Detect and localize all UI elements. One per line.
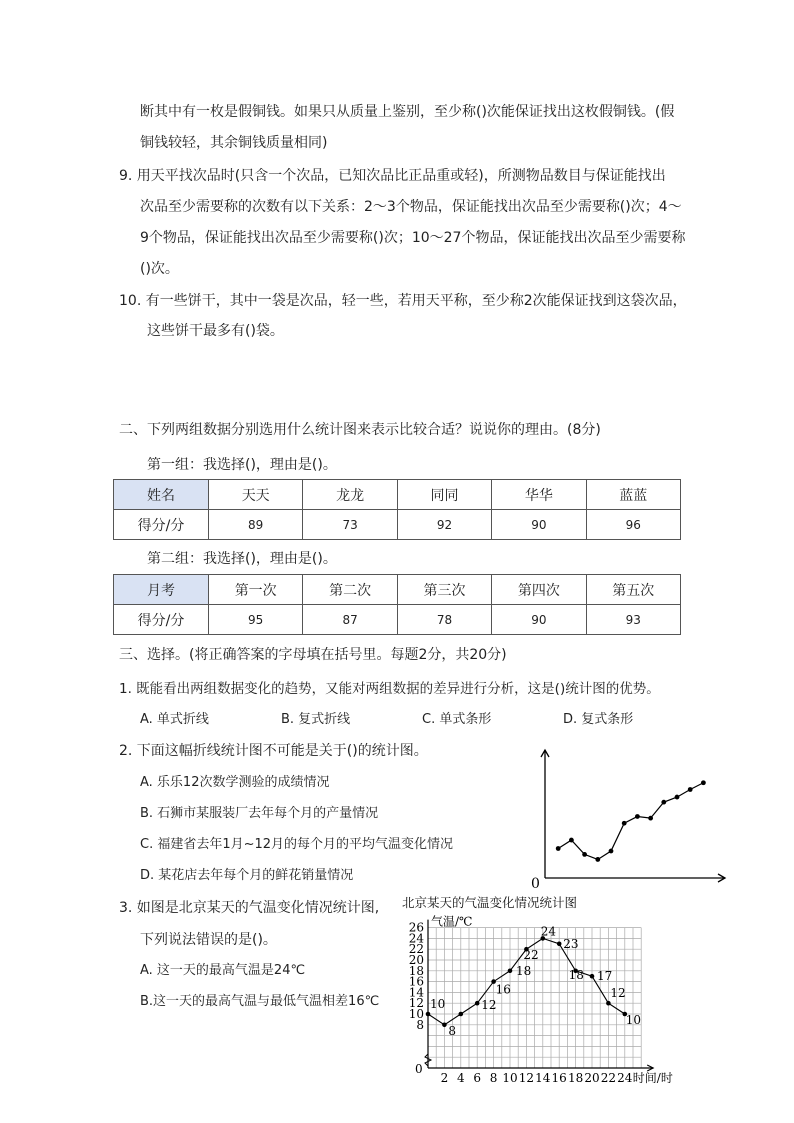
table2-header-cell: 第二次 <box>303 575 397 605</box>
y-tick-label: 18 <box>408 963 424 978</box>
point-label: 10 <box>430 997 446 1011</box>
data-point <box>701 780 706 785</box>
data-point <box>595 857 600 862</box>
q8-line-2: 铜钱较轻，其余铜钱质量相同) <box>140 135 328 151</box>
x-tick-label: 14 <box>535 1071 551 1085</box>
q3-2-text: 2. 下面这幅折线统计图不可能是关于()的统计图。 <box>119 743 428 759</box>
table2-cell: 93 <box>586 605 680 635</box>
y-tick-label: 20 <box>408 953 424 967</box>
table1-header-cell: 同同 <box>397 480 491 510</box>
y-tick-label: 10 <box>408 1007 424 1021</box>
table2-header-cell: 月考 <box>114 575 209 605</box>
point-label: 17 <box>597 969 613 984</box>
q9-line-2: 次品至少需要称的次数有以下关系：2～3个物品，保证能找出次品至少需要称()次；4～ <box>140 199 682 215</box>
x-tick-label: 22 <box>600 1071 617 1085</box>
data-point <box>590 974 595 979</box>
q3-1-text: 1. 既能看出两组数据变化的趋势，又能对两组数据的差异进行分析，这是()统计图的优势。 <box>119 681 660 697</box>
score-table-2 <box>113 574 681 635</box>
table2-cell: 78 <box>397 605 491 635</box>
x-tick-label: 2 <box>440 1071 449 1085</box>
origin-label: 0 <box>531 876 540 892</box>
table1-header-cell: 华华 <box>492 480 586 510</box>
temperature-line-chart <box>398 893 688 1090</box>
point-label: 18 <box>568 967 584 982</box>
x-tick-label: 4 <box>456 1071 465 1085</box>
data-point <box>557 942 562 947</box>
table1-cell: 96 <box>586 510 680 540</box>
y-tick-label: 8 <box>416 1017 424 1032</box>
q10-line-1: 10. 有一些饼干，其中一袋是次品，轻一些，若用天平称，至少称2次能保证找到这袋次品， <box>119 293 687 309</box>
data-point <box>688 787 693 792</box>
x-tick-label: 24 <box>617 1071 633 1085</box>
group2-prompt: 第二组：我选择()，理由是()。 <box>147 551 337 567</box>
table1-cell: 90 <box>492 510 586 540</box>
table1-cell: 92 <box>397 510 491 540</box>
q3-2-option-c: C. 福建省去年1月~12月的每个月的平均气温变化情况 <box>140 837 454 852</box>
q3-2-option-a: A. 乐乐12次数学测验的成绩情况 <box>140 775 330 790</box>
data-point <box>556 846 561 851</box>
point-label: 24 <box>540 924 557 939</box>
q9-line-3: 9个物品，保证能找出次品至少需要称()次；10～27个物品，保证能找出次品至少需要称 <box>140 230 686 246</box>
data-point <box>569 838 574 843</box>
q3-3-line-1: 3. 如图是北京某天的气温变化情况统计图, <box>119 900 380 916</box>
table2-cell: 95 <box>209 605 303 635</box>
x-tick-label: 6 <box>473 1071 482 1085</box>
x-tick-label: 12 <box>518 1071 535 1085</box>
table1-header-cell: 天天 <box>209 480 303 510</box>
q9-line-4: ()次。 <box>140 261 179 277</box>
data-point <box>635 814 640 819</box>
data-point <box>648 816 653 821</box>
y-tick-label: 14 <box>408 985 424 1000</box>
point-label: 10 <box>625 1013 642 1027</box>
point-label: 8 <box>448 1023 457 1038</box>
section3-title: 三、选择。(将正确答案的字母填在括号里。每题2分，共20分) <box>119 647 507 663</box>
table2-header-cell: 第三次 <box>397 575 491 605</box>
x-tick-label: 10 <box>502 1071 518 1085</box>
chart-title: 北京某天的气温变化情况统计图 <box>402 895 578 910</box>
data-point <box>675 795 680 800</box>
table2-row-label: 得分/分 <box>114 605 209 635</box>
data-point <box>475 1001 480 1006</box>
q3-3-option-a: A. 这一天的最高气温是24℃ <box>140 963 306 978</box>
origin-label: 0 <box>415 1062 423 1076</box>
group1-prompt: 第一组：我选择()，理由是()。 <box>147 457 337 473</box>
table1-header-cell: 龙龙 <box>303 480 397 510</box>
data-point <box>508 969 513 974</box>
line-chart-trend <box>520 740 730 892</box>
table2-header-cell: 第四次 <box>492 575 586 605</box>
section2-title: 二、下列两组数据分别选用什么统计图来表示比较合适？说说你的理由。(8分) <box>119 422 601 438</box>
data-point <box>622 821 627 826</box>
point-label: 22 <box>523 948 539 963</box>
table2-header-cell: 第五次 <box>586 575 680 605</box>
table2-cell: 87 <box>303 605 397 635</box>
q9-line-1: 9. 用天平找次品时(只含一个次品，已知次品比正品重或轻)，所测物品数目与保证能找出 <box>119 168 666 184</box>
data-point <box>609 849 614 854</box>
point-label: 12 <box>610 986 626 1001</box>
x-tick-label: 18 <box>567 1071 584 1085</box>
x-axis-label: 时间/时 <box>632 1071 673 1085</box>
y-tick-label: 22 <box>408 942 424 957</box>
x-tick-label: 16 <box>551 1071 567 1085</box>
table1-header-cell: 蓝蓝 <box>586 480 680 510</box>
table2-header-cell: 第一次 <box>209 575 303 605</box>
table1-cell: 73 <box>303 510 397 540</box>
q3-1-option-a: A. 单式折线 <box>140 712 209 727</box>
x-tick-label: 8 <box>489 1071 498 1085</box>
point-label: 16 <box>495 982 511 997</box>
data-point <box>582 852 587 857</box>
q3-1-option-c: C. 单式条形 <box>422 712 492 727</box>
q3-3-line-2: 下列说法错误的是()。 <box>140 932 277 948</box>
data-point <box>459 1012 464 1017</box>
y-axis-label: 气温/℃ <box>431 914 473 929</box>
x-tick-label: 20 <box>584 1071 600 1085</box>
y-tick-label: 12 <box>408 996 424 1011</box>
q3-1-option-d: D. 复式条形 <box>563 712 634 727</box>
point-label: 12 <box>481 998 497 1013</box>
table1-row-label: 得分/分 <box>114 510 209 540</box>
table1-cell: 89 <box>209 510 303 540</box>
q3-3-option-b: B.这一天的最高气温与最低气温相差16℃ <box>140 994 380 1009</box>
y-tick-label: 16 <box>408 974 424 989</box>
q8-line-1: 断其中有一枚是假铜钱。如果只从质量上鉴别，至少称()次能保证找出这枚假铜钱。(假 <box>140 104 675 120</box>
q3-2-option-d: D. 某花店去年每个月的鲜花销量情况 <box>140 868 354 883</box>
score-table-1 <box>113 479 681 540</box>
data-point <box>426 1012 431 1017</box>
data-point <box>661 800 666 805</box>
q3-1-option-b: B. 复式折线 <box>281 712 351 727</box>
table1-header-cell: 姓名 <box>114 480 209 510</box>
point-label: 23 <box>563 936 579 951</box>
q10-line-2: 这些饼干最多有()袋。 <box>147 323 284 339</box>
point-label: 18 <box>516 963 532 978</box>
data-point <box>442 1023 447 1028</box>
series-line <box>558 783 703 860</box>
data-point <box>606 1001 611 1006</box>
y-tick-label: 26 <box>408 920 424 935</box>
q3-2-option-b: B. 石狮市某服装厂去年每个月的产量情况 <box>140 806 379 821</box>
table2-cell: 90 <box>492 605 586 635</box>
y-tick-label: 24 <box>408 931 424 946</box>
